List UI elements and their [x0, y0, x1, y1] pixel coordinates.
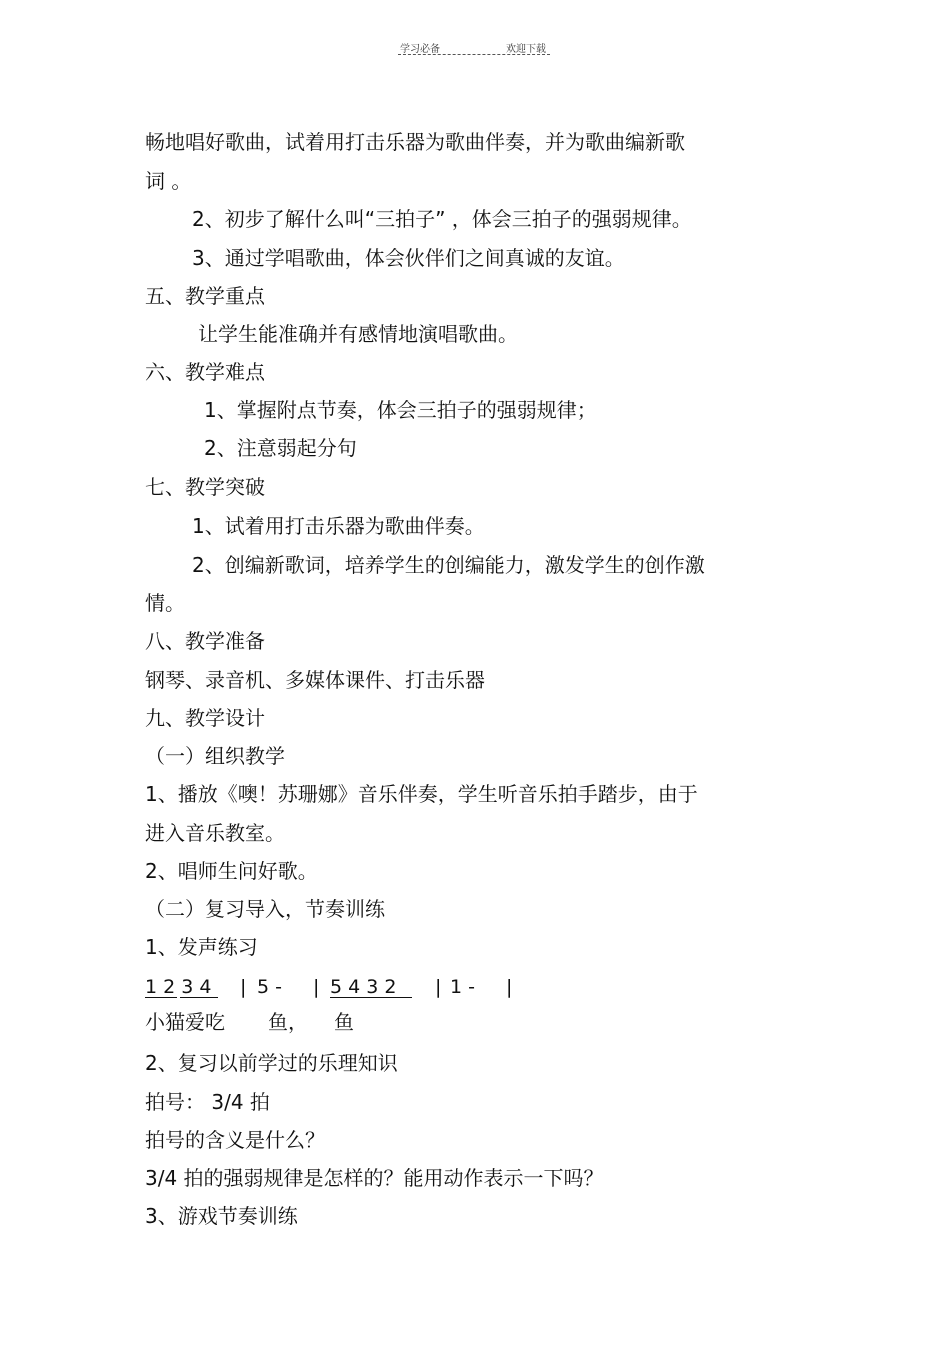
lyric-text: 鱼 [334, 1010, 354, 1034]
list-item: 3、游戏节奏训练 [145, 1204, 298, 1228]
notation-barline: | [506, 976, 513, 998]
notation-underline [330, 997, 412, 998]
subsection-heading: （一）组织教学 [145, 744, 285, 768]
list-item: 1、试着用打击乐器为歌曲伴奏。 [192, 514, 485, 538]
list-item: 2、注意弱起分句 [204, 436, 357, 460]
notation-underline [180, 997, 218, 998]
header-right-text: 欢迎下载 [506, 44, 546, 55]
subsection-heading: （二）复习导入，节奏训练 [145, 897, 385, 921]
notation-measure: 5 - [257, 976, 282, 998]
paragraph-line: 让学生能准确并有感情地演唱歌曲。 [198, 322, 518, 346]
paragraph-line: 拍号： 3/4 拍 [145, 1090, 270, 1114]
paragraph-line: 2、初步了解什么叫“三拍子” ，体会三拍子的强弱规律。 [192, 207, 692, 231]
section-heading: 七、教学突破 [145, 475, 265, 499]
paragraph-line: 情。 [145, 591, 185, 615]
notation-barline: | [435, 976, 442, 998]
paragraph-line: 畅地唱好歌曲，试着用打击乐器为歌曲伴奏，并为歌曲编新歌 [145, 130, 685, 154]
paragraph-line: 词 。 [145, 169, 192, 193]
list-item: 1、掌握附点节奏，体会三拍子的强弱规律； [204, 398, 597, 422]
section-heading: 八、教学准备 [145, 629, 265, 653]
paragraph-line: 3、通过学唱歌曲，体会伙伴们之间真诚的友谊。 [192, 246, 625, 270]
paragraph-line: 进入音乐教室。 [145, 821, 285, 845]
notation-barline: | [240, 976, 247, 998]
list-item: 2、唱师生问好歌。 [145, 859, 318, 883]
section-heading: 六、教学难点 [145, 360, 265, 384]
list-item: 2、创编新歌词，培养学生的创编能力，激发学生的创作激 [192, 553, 705, 577]
list-item: 1、发声练习 [145, 935, 258, 959]
paragraph-line: 拍号的含义是什么？ [145, 1128, 325, 1152]
header-left-text: 学习必备 [400, 44, 440, 55]
notation-barline: | [313, 976, 320, 998]
lyric-text: 小猫爱吃 [145, 1010, 225, 1034]
notation-measure: 1 2 3 4 [145, 976, 212, 998]
header-divider [398, 54, 550, 55]
notation-measure: 5 4 3 2 [330, 976, 397, 998]
lyric-text: 鱼， [268, 1010, 308, 1034]
section-heading: 五、教学重点 [145, 284, 265, 308]
paragraph-line: 钢琴、录音机、多媒体课件、打击乐器 [145, 668, 485, 692]
notation-underline [145, 997, 177, 998]
notation-measure: 1 - [450, 976, 475, 998]
section-heading: 九、教学设计 [145, 706, 265, 730]
list-item: 2、复习以前学过的乐理知识 [145, 1051, 398, 1075]
paragraph-line: 1、播放《噢！苏珊娜》音乐伴奏，学生听音乐拍手踏步，由于 [145, 782, 698, 806]
paragraph-line: 3/4 拍的强弱规律是怎样的？能用动作表示一下吗？ [145, 1166, 604, 1190]
